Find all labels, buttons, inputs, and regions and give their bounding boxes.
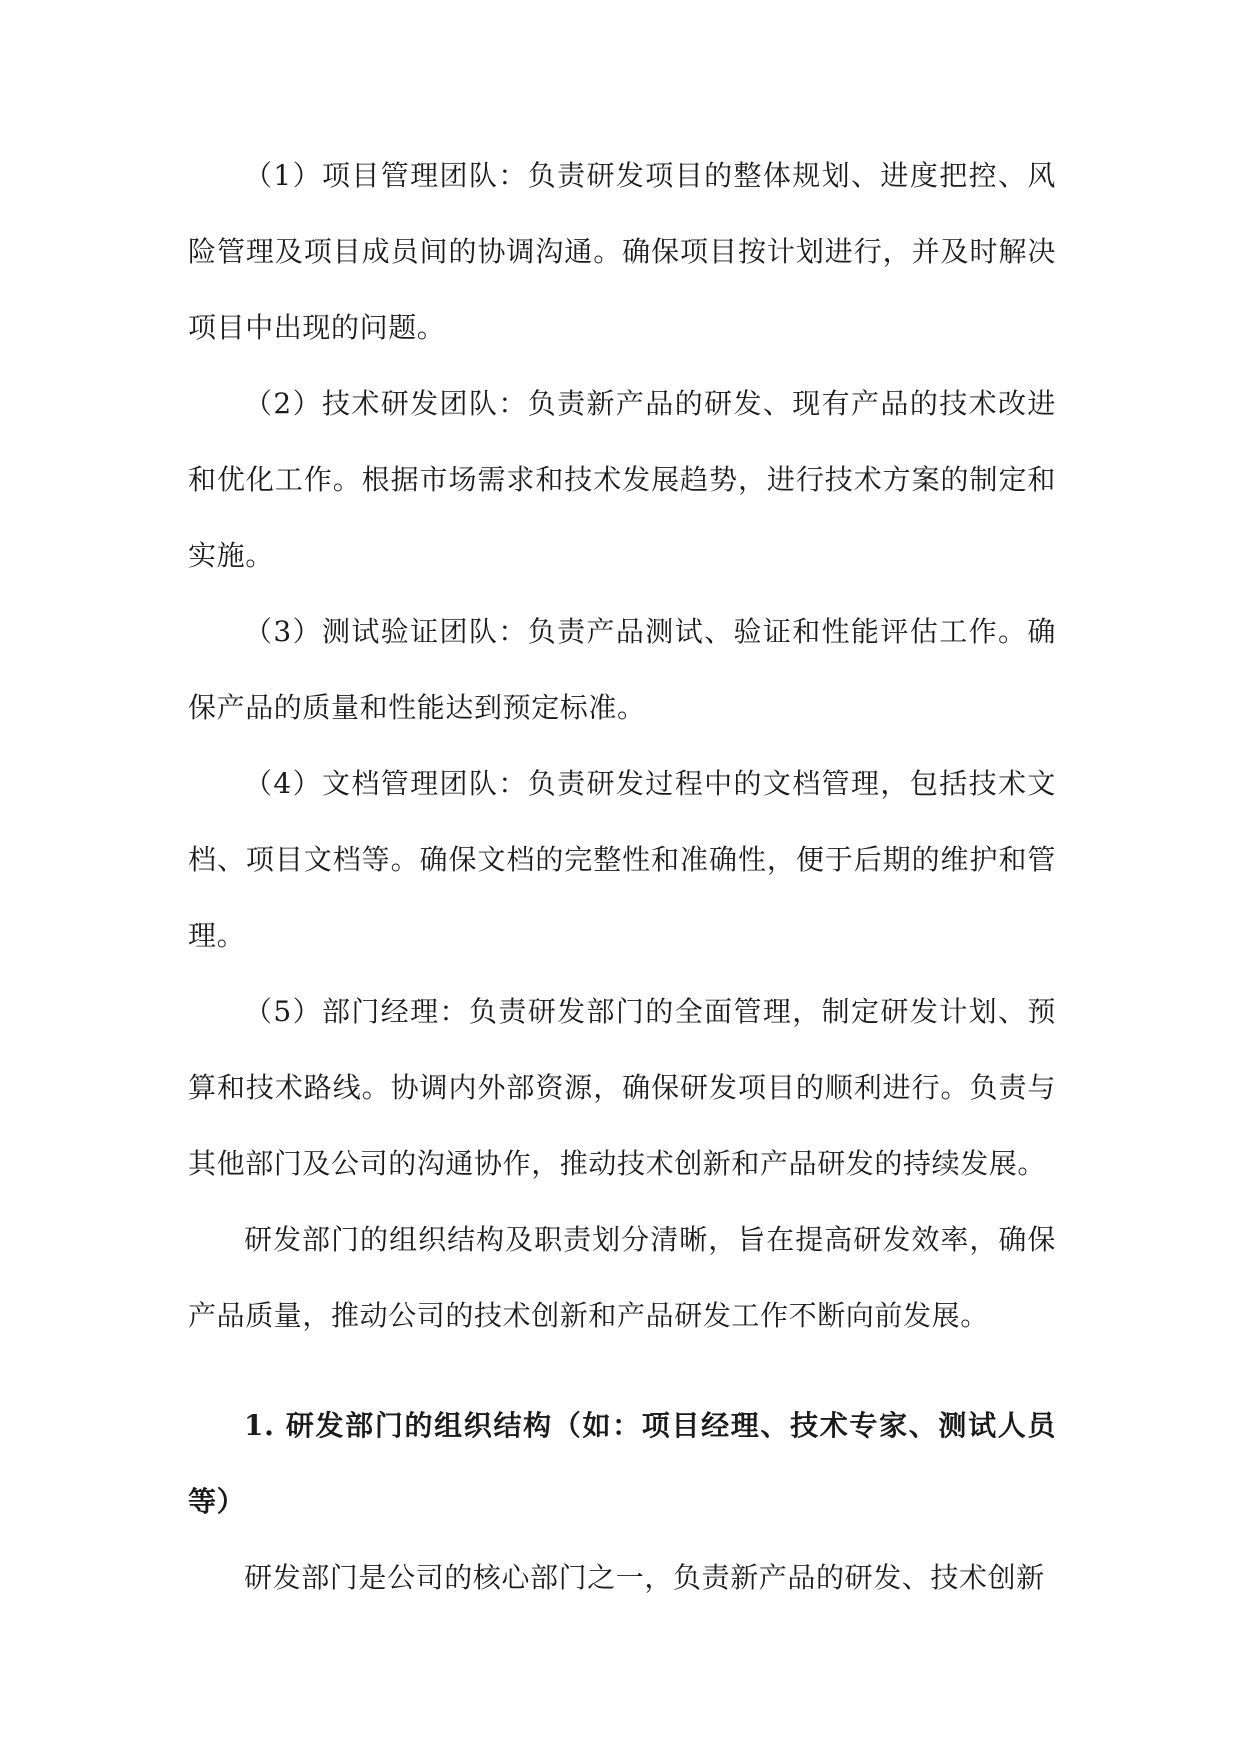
paragraph-project-management-team: （1）项目管理团队：负责研发项目的整体规划、进度把控、风险管理及项目成员间的协调沟通。确保项目按计划进行，并及时解决项目中出现的问题。 — [188, 159, 1056, 344]
paragraph-department-manager: （5）部门经理：负责研发部门的全面管理，制定研发计划、预算和技术路线。协调内外部资源，确保研发项目的顺利进行。负责与其他部门及公司的沟通协作，推动技术创新和产品研发的持续发展。 — [188, 995, 1056, 1180]
paragraph-summary: 研发部门的组织结构及职责划分清晰，旨在提高研发效率，确保产品质量，推动公司的技术创新和产品研发工作不断向前发展。 — [188, 1223, 1056, 1332]
paragraph-section-intro: 研发部门是公司的核心部门之一，负责新产品的研发、技术创新 — [244, 1561, 1045, 1594]
document-body — [188, 138, 1056, 1616]
paragraph-testing-team: （3）测试验证团队：负责产品测试、验证和性能评估工作。确保产品的质量和性能达到预定标准。 — [188, 615, 1056, 724]
paragraph-docs-team: （4）文档管理团队：负责研发过程中的文档管理，包括技术文档、项目文档等。确保文档的完整性和准确性，便于后期的维护和管理。 — [188, 767, 1056, 952]
section-heading: 1. 研发部门的组织结构（如：项目经理、技术专家、测试人员等） — [188, 1409, 1056, 1518]
paragraph-tech-rd-team: （2）技术研发团队：负责新产品的研发、现有产品的技术改进和优化工作。根据市场需求和技术发展趋势，进行技术方案的制定和实施。 — [188, 387, 1056, 572]
